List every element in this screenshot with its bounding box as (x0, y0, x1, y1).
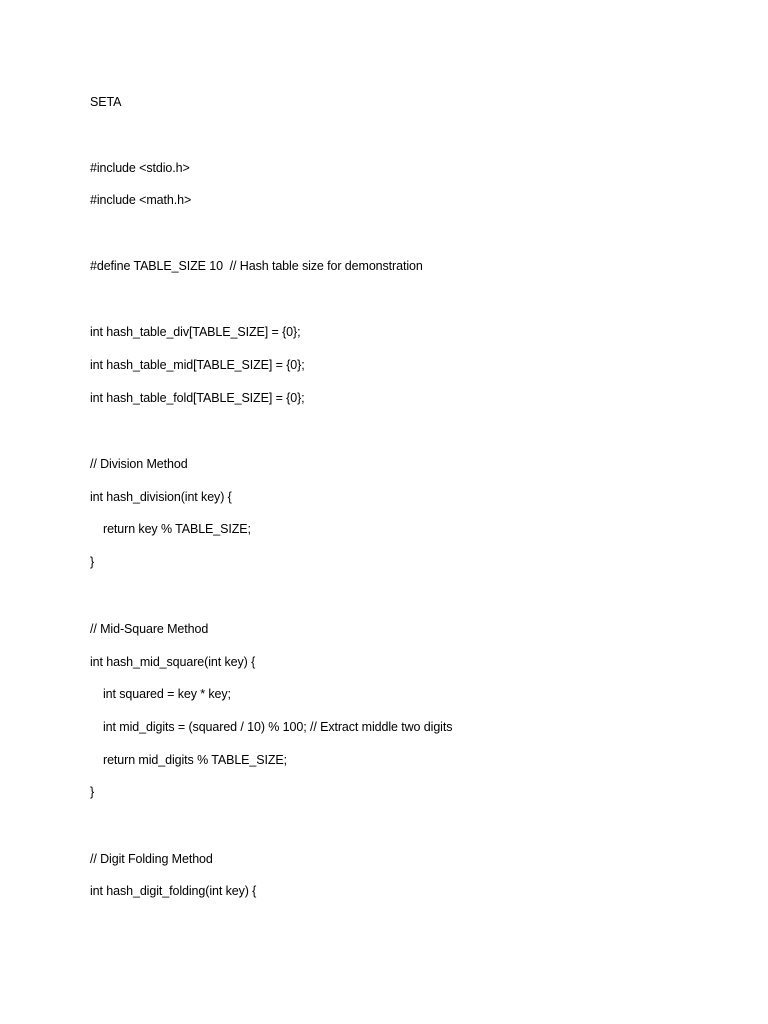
code-line-include-stdio: #include <stdio.h> (90, 161, 190, 175)
code-line-hash-mid-square-signature: int hash_mid_square(int key) { (90, 655, 256, 669)
code-comment-digit-folding-method: // Digit Folding Method (90, 852, 213, 866)
code-line-mid-square-return: return mid_digits % TABLE_SIZE; (103, 753, 288, 767)
code-line-hash-table-mid: int hash_table_mid[TABLE_SIZE] = {0}; (90, 358, 305, 372)
code-line-mid-digits: int mid_digits = (squared / 10) % 100; // Extract middle two digits (103, 720, 453, 734)
code-line-define-table-size: #define TABLE_SIZE 10 // Hash table size for demonstration (90, 259, 423, 273)
code-line-mid-square-close-brace: } (90, 785, 95, 799)
code-line-hash-table-fold: int hash_table_fold[TABLE_SIZE] = {0}; (90, 391, 305, 405)
code-line-hash-table-div: int hash_table_div[TABLE_SIZE] = {0}; (90, 325, 301, 339)
code-line-hash-division-signature: int hash_division(int key) { (90, 490, 232, 504)
code-line-division-return: return key % TABLE_SIZE; (103, 522, 251, 536)
code-comment-mid-square-method: // Mid-Square Method (90, 622, 209, 636)
document-title: SETA (90, 95, 122, 109)
code-line-squared: int squared = key * key; (103, 687, 231, 701)
code-line-division-close-brace: } (90, 555, 95, 569)
code-line-include-math: #include <math.h> (90, 193, 192, 207)
code-comment-division-method: // Division Method (90, 457, 188, 471)
code-line-hash-digit-folding-signature: int hash_digit_folding(int key) { (90, 884, 257, 898)
